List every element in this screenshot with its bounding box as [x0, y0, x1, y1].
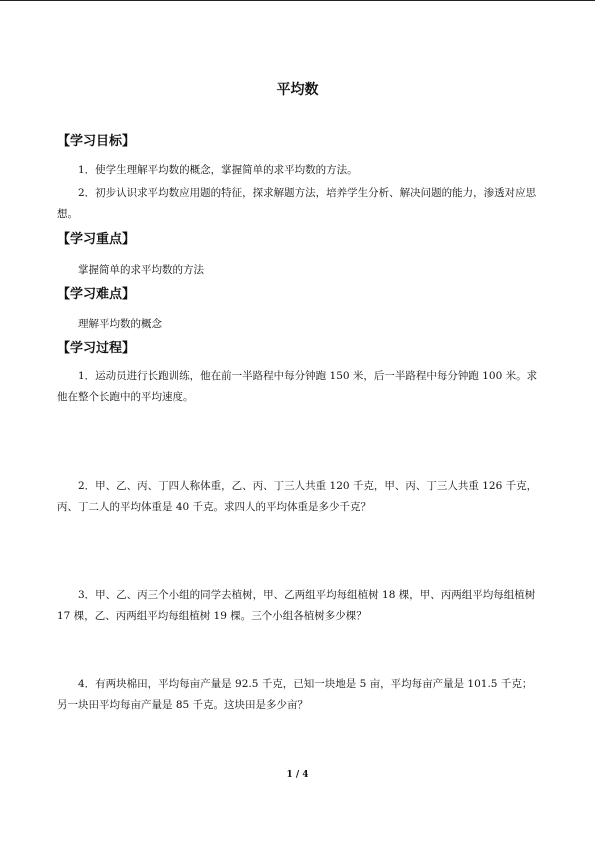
- top-border: [0, 0, 595, 1]
- section-heading-difficulties: 【学习难点】: [57, 287, 136, 302]
- problem-2: 2．甲、乙、丙、丁四人称体重，乙、丙、丁三人共重 120 千克，甲、丙、丁三人共重 126 千克，丙、丁二人的平均体重是 40 千克。求四人的平均体重是多少千克？: [57, 480, 538, 513]
- objective-item-2: 2．初步认识求平均数应用题的特征，探求解题方法，培养学生分析、解决问题的能力，渗透对应思想。: [57, 187, 537, 220]
- page-title: 平均数: [276, 82, 319, 98]
- section-heading-process: 【学习过程】: [57, 341, 136, 356]
- key-points-text: 掌握简单的求平均数的方法: [78, 264, 204, 276]
- difficulties-text: 理解平均数的概念: [78, 318, 162, 330]
- problem-3: 3．甲、乙、丙三个小组的同学去植树，甲、乙两组平均每组植树 18 棵，甲、丙两组平均每组植树 17 棵，乙、丙两组平均每组植树 19 棵。三个小组各植树多少棵？: [57, 589, 536, 622]
- section-heading-objectives: 【学习目标】: [57, 134, 136, 149]
- problem-1: 1．运动员进行长跑训练，他在前一半路程中每分钟跑 150 米，后一半路程中每分钟跑 100 米。求他在整个长跑中的平均速度。: [57, 370, 538, 403]
- section-heading-key-points: 【学习重点】: [57, 232, 136, 247]
- page-number: 1 / 4: [286, 770, 309, 780]
- objective-item-1: 1．使学生理解平均数的概念，掌握简单的求平均数的方法。: [78, 164, 358, 176]
- problem-4: 4．有两块棉田，平均每亩产量是 92.5 千克，已知一块地是 5 亩，平均每亩产量是 101.5 千克；另一块田平均每亩产量是 85 千克。这块田是多少亩？: [57, 678, 533, 711]
